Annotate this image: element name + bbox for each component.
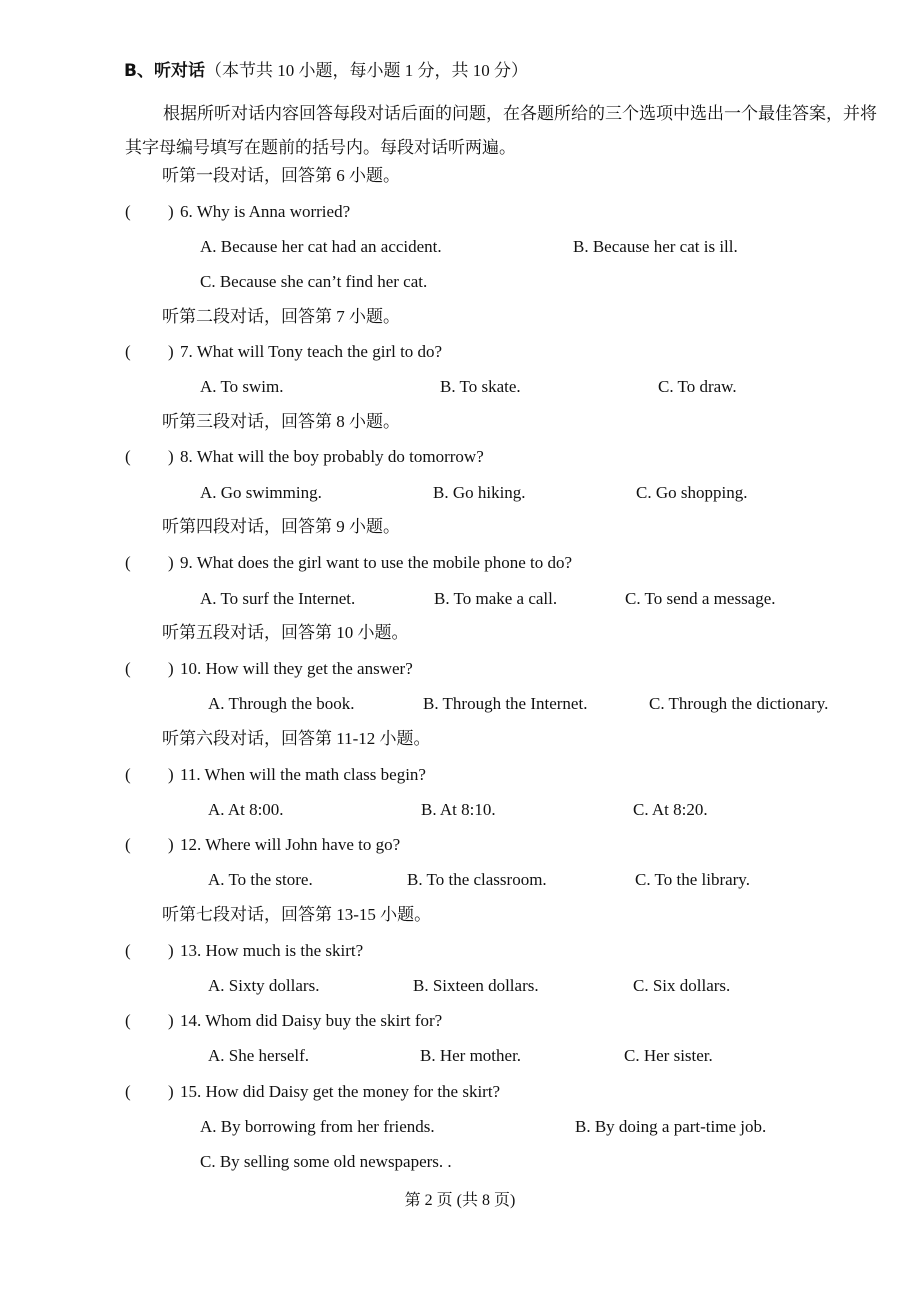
- option-a: A. At 8:00.: [208, 800, 284, 819]
- answer-bracket-open: (: [125, 835, 131, 854]
- question-text: 8. What will the boy probably do tomorrow?: [180, 447, 484, 466]
- answer-bracket-open: (: [125, 659, 131, 678]
- dialogue-label-7: 听第七段对话，回答第 13-15 小题。: [162, 905, 432, 924]
- section-title-detail: （本节共 10 小题，每小题 1 分，共 10 分）: [204, 61, 528, 80]
- option-c: C. To the library.: [635, 870, 750, 889]
- answer-bracket-open: (: [125, 202, 131, 221]
- question-text: 12. Where will John have to go?: [180, 835, 401, 854]
- option-c: C. To draw.: [658, 377, 737, 396]
- question-text: 15. How did Daisy get the money for the skirt?: [180, 1082, 501, 1101]
- option-c: C. At 8:20.: [633, 800, 708, 819]
- answer-bracket-close: ): [168, 659, 174, 678]
- answer-bracket-close: ): [168, 1011, 174, 1030]
- option-b: B. To the classroom.: [407, 870, 547, 889]
- option-c: C. Six dollars.: [633, 976, 731, 995]
- question-text: 10. How will they get the answer?: [180, 659, 413, 678]
- option-a: A. To the store.: [208, 870, 313, 889]
- question-text: 14. Whom did Daisy buy the skirt for?: [180, 1011, 443, 1030]
- answer-bracket-open: (: [125, 342, 131, 361]
- question-text: 7. What will Tony teach the girl to do?: [180, 342, 443, 361]
- answer-bracket-open: (: [125, 553, 131, 572]
- option-b: B. To skate.: [440, 377, 521, 396]
- answer-bracket-open: (: [125, 941, 131, 960]
- question-text: 6. Why is Anna worried?: [180, 202, 351, 221]
- question-text: 11. When will the math class begin?: [180, 765, 426, 784]
- option-c: C. Her sister.: [624, 1046, 713, 1065]
- option-a: A. To surf the Internet.: [200, 589, 356, 608]
- question-text: 13. How much is the skirt?: [180, 941, 364, 960]
- option-b: B. To make a call.: [434, 589, 558, 608]
- question-text: 9. What does the girl want to use the mobile phone to do?: [180, 553, 573, 572]
- answer-bracket-close: ): [168, 342, 174, 361]
- option-c: C. Go shopping.: [636, 483, 748, 502]
- section-title: [124, 62, 528, 80]
- dialogue-label-2: 听第二段对话，回答第 7 小题。: [162, 307, 400, 326]
- answer-bracket-close: ): [168, 765, 174, 784]
- dialogue-label-6: 听第六段对话，回答第 11-12 小题。: [162, 729, 431, 748]
- option-b: B. Through the Internet.: [423, 694, 588, 713]
- dialogue-label-3: 听第三段对话，回答第 8 小题。: [162, 412, 400, 431]
- answer-bracket-close: ): [168, 835, 174, 854]
- option-a: A. By borrowing from her friends.: [200, 1117, 435, 1136]
- answer-bracket-close: ): [168, 553, 174, 572]
- answer-bracket-open: (: [125, 1011, 131, 1030]
- option-b: B. At 8:10.: [421, 800, 496, 819]
- instructions-paragraph: 根据所听对话内容回答每段对话后面的问题，在各题所给的三个选项中选出一个最佳答案，并将其字母编号填写在题前的括号内。每段对话听两遍。: [125, 104, 877, 157]
- answer-bracket-open: (: [125, 447, 131, 466]
- answer-bracket-close: ): [168, 941, 174, 960]
- option-b: B. Go hiking.: [433, 483, 526, 502]
- option-c: C. To send a message.: [625, 589, 776, 608]
- answer-bracket-close: ): [168, 202, 174, 221]
- option-c: C. By selling some old newspapers. .: [200, 1152, 452, 1171]
- dialogue-label-5: 听第五段对话，回答第 10 小题。: [162, 623, 409, 642]
- option-b: B. By doing a part-time job.: [575, 1117, 767, 1136]
- answer-bracket-open: (: [125, 765, 131, 784]
- dialogue-label-1: 听第一段对话，回答第 6 小题。: [162, 166, 400, 185]
- option-a: A. Through the book.: [208, 694, 355, 713]
- answer-bracket-close: ): [168, 1082, 174, 1101]
- answer-bracket-close: ): [168, 447, 174, 466]
- option-a: A. Because her cat had an accident.: [200, 237, 442, 256]
- option-a: A. She herself.: [208, 1046, 310, 1065]
- dialogue-label-4: 听第四段对话，回答第 9 小题。: [162, 517, 400, 536]
- page-number-footer: 第 2 页 (共 8 页): [404, 1192, 516, 1209]
- option-b: B. Her mother.: [420, 1046, 522, 1065]
- option-a: A. Sixty dollars.: [208, 976, 320, 995]
- option-b: B. Because her cat is ill.: [573, 237, 738, 256]
- option-a: A. Go swimming.: [200, 483, 322, 502]
- option-c: C. Because she can’t find her cat.: [200, 272, 428, 291]
- section-title-bold: B、听对话: [124, 61, 205, 81]
- answer-bracket-open: (: [125, 1082, 131, 1101]
- option-a: A. To swim.: [200, 377, 284, 396]
- option-b: B. Sixteen dollars.: [413, 976, 539, 995]
- option-c: C. Through the dictionary.: [649, 694, 829, 713]
